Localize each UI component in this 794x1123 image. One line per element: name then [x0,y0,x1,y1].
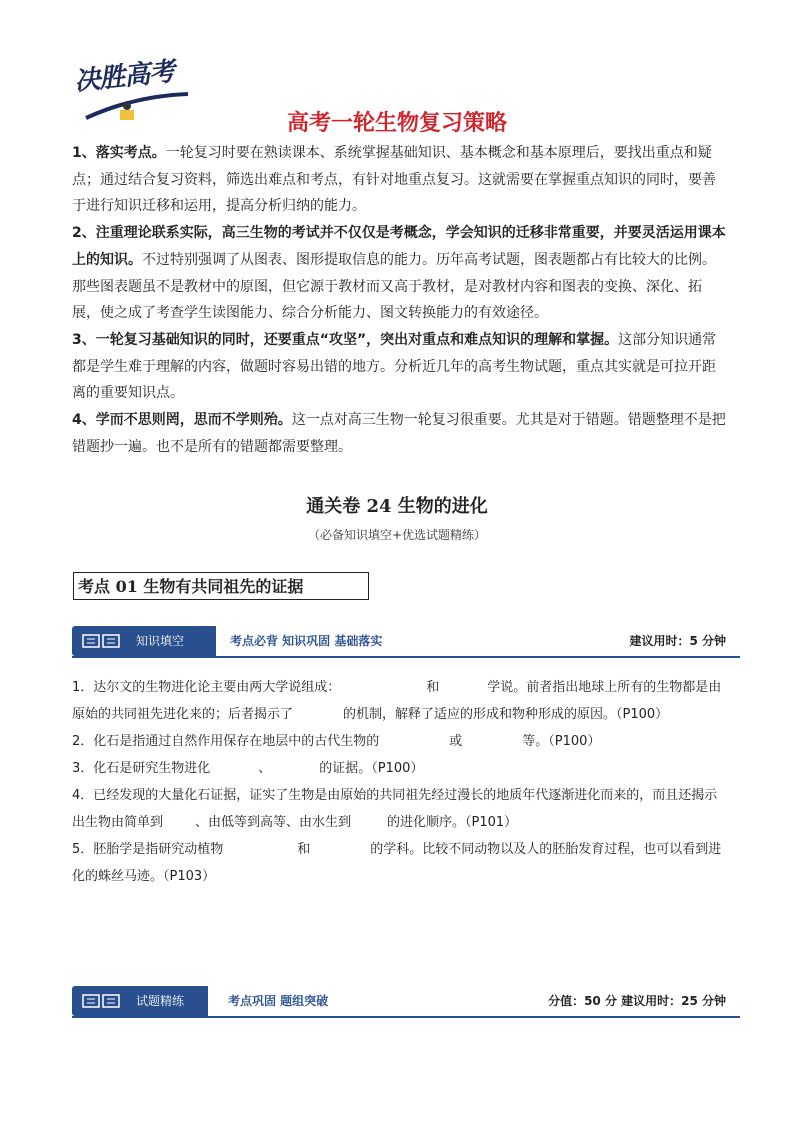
banner-mid: 考点巩固 题组突破 [228,994,329,1008]
logo-brand-text: 决胜高考 [72,56,176,98]
section-title: 通关卷 24 生物的进化 [306,496,488,517]
kaodian-heading: 考点 01 生物有共同祖先的证据 [73,572,369,600]
item-text: 、由低等到高等、由水生到 [195,815,352,830]
banner-tab [72,986,208,1016]
item-text: 3．化石是研究生物进化 [72,761,211,776]
item-text: 1．达尔文的生物进化论主要由两大学说组成： [72,680,341,695]
banner-divider [72,656,740,658]
banner-tab-label: 知识填空 [136,634,185,648]
item-text: 的证据。（P100） [319,761,424,776]
banner-divider [72,1016,740,1018]
intro-bold: 3、一轮复习基础知识的同时，还要重点“攻坚”，突出对重点和难点知识的理解和掌握。 [72,331,619,348]
intro-paragraph [72,327,728,407]
item-text: 4．已经发现的大量化石证据，证实了生物是由原始的共同祖先经过漫长的地质年代逐渐进化而来的，而且还揭示出生物由简单到 [72,788,718,830]
list-item [72,782,728,836]
item-text: 的机制，解释了适应的形成和物种形成的原因。（P100） [343,707,669,722]
fill-blank-items [72,674,728,890]
intro-paragraph [72,140,728,220]
intro-paragraph [72,220,728,327]
list-item [72,674,728,728]
intro-body: 一轮复习时要在熟读课本、系统掌握基础知识、基本概念和基本原理后，要找出重点和疑点；通过结合复习资料，筛选出难点和考点，有针对地重点复习。这就需要在掌握重点知识的同时，要善于进行知识迁移和运用，提高分析归纳的能力。 [72,145,716,215]
item-text: 5．胚胎学是指研究动植物 [72,842,224,857]
item-text: 和 [297,842,311,857]
banner-practice [72,986,740,1018]
book-icon [82,634,122,648]
item-text: 学说。前者指出地球上所有的生物都是由原始的共同祖先进化来的；后者揭示了 [72,680,722,722]
intro-text [72,140,728,460]
banner-mid: 考点必背 知识巩固 基础落实 [230,634,383,648]
banner-time: 分值：50 分 建议用时：25 分钟 [548,994,726,1008]
intro-paragraph [72,407,728,460]
item-text: 2．化石是指通过自然作用保存在地层中的古代生物的 [72,734,380,749]
intro-body: 这一点对高三生物一轮复习很重要。尤其是对于错题。错题整理不是把错题抄一遍。也不是所有的错题都需要整理。 [72,412,726,455]
list-item [72,836,728,890]
banner-knowledge [72,626,740,658]
banner-tab-label: 试题精练 [136,994,185,1008]
item-text: 的学科。比较不同动物以及人的胚胎发育过程，也可以看到进化的蛛丝马迹。（P103） [72,842,722,884]
item-text: 的进化顺序。（P101） [387,815,518,830]
item-text: 、 [258,761,272,776]
intro-bold: 4、学而不思则罔，思而不学则殆。 [72,412,292,429]
item-text: 等。（P100） [522,734,601,749]
intro-body: 这部分知识通常都是学生难于理解的内容，做题时容易出错的地方。分析近几年的高考生物试题，重点其实就是可拉开距离的重要知识点。 [72,331,717,402]
item-text: 或 [449,734,463,749]
list-item [72,755,728,782]
intro-bold: 2、注重理论联系实际，高三生物的考试并不仅仅是考概念，学会知识的迁移非常重要，并要灵活运用课本上的知识。 [72,225,726,268]
book-icon [82,994,122,1008]
intro-body: 不过特别强调了从图表、图形提取信息的能力。历年高考试题，图表题都占有比较大的比例。那些图表题虽不是教材中的原图，但它源于教材而又高于教材，是对教材内容和图表的变换、深化、拓展，使之成了考查学生读图能力、综合分析能力、图文转换能力的有效途径。 [72,251,716,322]
list-item [72,728,728,755]
page-title: 高考一轮生物复习策略 [286,111,507,136]
banner-time: 建议用时：5 分钟 [629,634,726,648]
banner-tab [72,626,216,656]
intro-bold: 1、落实考点。 [72,145,166,161]
section-subtitle: （必备知识填空+优选试题精练） [307,528,487,542]
item-text: 和 [426,680,440,695]
